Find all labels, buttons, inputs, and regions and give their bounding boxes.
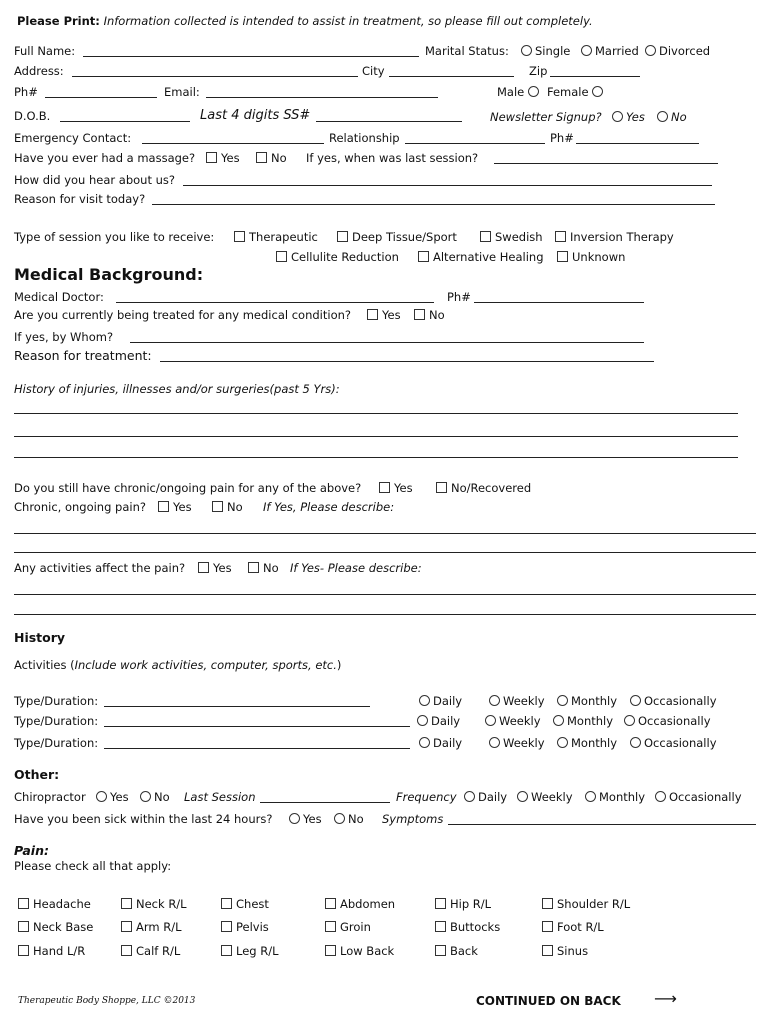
address-label: Address:	[14, 64, 64, 78]
checkbox-icon[interactable]	[18, 898, 29, 909]
radio-icon[interactable]	[657, 111, 668, 122]
history-injuries-label: History of injuries, illnesses and/or surgeries(past 5 Yrs):	[14, 382, 340, 396]
checkbox-icon[interactable]	[325, 945, 336, 956]
header-note: Information collected is intended to assist in treatment, so please fill out completely.	[103, 14, 593, 28]
medical-doctor-label: Medical Doctor:	[14, 290, 104, 304]
activities-describe-line-2[interactable]	[14, 614, 756, 615]
pain-low-back-option[interactable]: Low Back	[325, 944, 394, 958]
emergency-contact-field[interactable]	[142, 131, 324, 144]
radio-icon[interactable]	[557, 737, 568, 748]
chronic-yes-option[interactable]: Yes	[379, 481, 413, 495]
full-name-field[interactable]	[83, 44, 419, 57]
radio-icon[interactable]	[553, 715, 564, 726]
checkbox-icon[interactable]	[121, 921, 132, 932]
zip-field[interactable]	[550, 64, 640, 77]
activities-pain-question: Any activities affect the pain?	[14, 561, 186, 575]
radio-icon[interactable]	[334, 813, 345, 824]
massage-no-option[interactable]: No	[256, 151, 287, 165]
checkbox-icon[interactable]	[379, 482, 390, 493]
occasionally-option[interactable]: Occasionally	[624, 714, 711, 728]
emergency-phone-field[interactable]	[576, 131, 699, 144]
emergency-contact-label: Emergency Contact:	[14, 131, 132, 145]
monthly-option[interactable]: Monthly	[553, 714, 613, 728]
session-therapeutic-option[interactable]: Therapeutic	[234, 230, 318, 244]
city-field[interactable]	[389, 64, 514, 77]
male-option[interactable]: Male	[497, 85, 542, 99]
freq-monthly-option[interactable]: Monthly	[585, 790, 645, 804]
treated-no-option[interactable]: No	[414, 308, 445, 322]
email-label: Email:	[164, 85, 200, 99]
sick-yes-option[interactable]: Yes	[289, 812, 322, 826]
radio-icon[interactable]	[612, 111, 623, 122]
pain-chest-option[interactable]: Chest	[221, 897, 269, 911]
monthly-option[interactable]: Monthly	[557, 694, 617, 708]
freq-daily-option[interactable]: Daily	[464, 790, 507, 804]
ongoing-yes-option[interactable]: Yes	[158, 500, 192, 514]
radio-icon[interactable]	[140, 791, 151, 802]
radio-icon[interactable]	[464, 791, 475, 802]
checkbox-icon[interactable]	[212, 501, 223, 512]
chiro-no-option[interactable]: No	[140, 790, 170, 804]
pain-back-option[interactable]: Back	[435, 944, 478, 958]
footer-copyright: Therapeutic Body Shoppe, LLC ©2013	[18, 996, 196, 1006]
checkbox-icon[interactable]	[234, 231, 245, 242]
radio-icon[interactable]	[517, 791, 528, 802]
daily-option[interactable]: Daily	[419, 736, 462, 750]
type-duration-field[interactable]	[104, 694, 370, 707]
checkbox-icon[interactable]	[325, 898, 336, 909]
chronic-question: Do you still have chronic/ongoing pain for any of the above?	[14, 481, 362, 495]
radio-icon[interactable]	[592, 86, 603, 97]
medical-background-title: Medical Background:	[14, 265, 204, 284]
ongoing-no-option[interactable]: No	[212, 500, 243, 514]
newsletter-no-option[interactable]: No	[657, 110, 687, 124]
weekly-option[interactable]: Weekly	[489, 694, 545, 708]
marital-status-label: Marital Status:	[425, 44, 509, 58]
reason-treatment-field[interactable]	[160, 349, 654, 362]
type-duration-field[interactable]	[104, 714, 410, 727]
checkbox-icon[interactable]	[325, 921, 336, 932]
checkbox-icon[interactable]	[555, 231, 566, 242]
massage-question: Have you ever had a massage?	[14, 151, 196, 165]
history-line-1[interactable]	[14, 413, 738, 414]
frequency-label: Frequency	[396, 790, 457, 804]
activities-label: Activities (Include work activities, computer, sports, etc.)	[14, 658, 342, 672]
arrow-right-icon: ⟶	[654, 989, 677, 1008]
session-type-label: Type of session you like to receive:	[14, 230, 215, 244]
emergency-phone-label: Ph#	[550, 131, 574, 145]
sick-no-option[interactable]: No	[334, 812, 364, 826]
activities-yes-option[interactable]: Yes	[198, 561, 232, 575]
monthly-option[interactable]: Monthly	[557, 736, 617, 750]
checkbox-icon[interactable]	[414, 309, 425, 320]
chronic-describe-line-2[interactable]	[14, 552, 756, 553]
dob-field[interactable]	[60, 109, 190, 122]
checkbox-icon[interactable]	[221, 898, 232, 909]
marital-married-option[interactable]: Married	[581, 44, 639, 58]
continued-on-back: CONTINUED ON BACK	[476, 994, 621, 1008]
newsletter-yes-option[interactable]: Yes	[612, 110, 645, 124]
pain-arm-option[interactable]: Arm R/L	[121, 920, 182, 934]
symptoms-field[interactable]	[448, 812, 756, 825]
pain-pelvis-option[interactable]: Pelvis	[221, 920, 269, 934]
ssn-field[interactable]	[316, 109, 462, 122]
type-duration-label: Type/Duration:	[14, 714, 99, 728]
activities-describe-line-1[interactable]	[14, 594, 756, 595]
by-whom-label: If yes, by Whom?	[14, 330, 114, 344]
checkbox-icon[interactable]	[206, 152, 217, 163]
pain-headache-option[interactable]: Headache	[18, 897, 91, 911]
chiropractor-label: Chiropractor	[14, 790, 86, 804]
radio-icon[interactable]	[489, 737, 500, 748]
checkbox-icon[interactable]	[158, 501, 169, 512]
radio-icon[interactable]	[419, 695, 430, 706]
radio-icon[interactable]	[96, 791, 107, 802]
chronic-ongoing-question: Chronic, ongoing pain?	[14, 500, 146, 514]
checkbox-icon[interactable]	[418, 251, 429, 262]
chronic-describe-label: If Yes, Please describe:	[263, 500, 395, 514]
checkbox-icon[interactable]	[248, 562, 259, 573]
checkbox-icon[interactable]	[221, 945, 232, 956]
checkbox-icon[interactable]	[435, 898, 446, 909]
checkbox-icon[interactable]	[18, 921, 29, 932]
doctor-phone-field[interactable]	[474, 290, 644, 303]
radio-icon[interactable]	[645, 45, 656, 56]
checkbox-icon[interactable]	[276, 251, 287, 262]
form-header	[17, 14, 593, 28]
weekly-option[interactable]: Weekly	[489, 736, 545, 750]
history-line-2[interactable]	[14, 436, 738, 437]
checkbox-icon[interactable]	[542, 898, 553, 909]
marital-single-option[interactable]: Single	[521, 44, 570, 58]
city-label: City	[362, 64, 385, 78]
by-whom-field[interactable]	[130, 330, 644, 343]
radio-icon[interactable]	[630, 737, 641, 748]
checkbox-icon[interactable]	[18, 945, 29, 956]
sick-question: Have you been sick within the last 24 hours?	[14, 812, 273, 826]
type-duration-field[interactable]	[104, 736, 410, 749]
treated-question: Are you currently being treated for any medical condition?	[14, 308, 351, 322]
pain-neck-base-option[interactable]: Neck Base	[18, 920, 93, 934]
radio-icon[interactable]	[528, 86, 539, 97]
session-deep-tissue-option[interactable]: Deep Tissue/Sport	[337, 230, 457, 244]
medical-doctor-field[interactable]	[116, 290, 434, 303]
checkbox-icon[interactable]	[436, 482, 447, 493]
pain-leg-option[interactable]: Leg R/L	[221, 944, 279, 958]
checkbox-icon[interactable]	[221, 921, 232, 932]
session-swedish-option[interactable]: Swedish	[480, 230, 543, 244]
radio-icon[interactable]	[417, 715, 428, 726]
pain-groin-option[interactable]: Groin	[325, 920, 371, 934]
email-field[interactable]	[206, 85, 438, 98]
daily-option[interactable]: Daily	[419, 694, 462, 708]
checkbox-icon[interactable]	[198, 562, 209, 573]
pain-foot-option[interactable]: Foot R/L	[542, 920, 604, 934]
please-print-label: Please Print:	[17, 14, 100, 28]
zip-label: Zip	[529, 64, 548, 78]
chiro-yes-option[interactable]: Yes	[96, 790, 129, 804]
full-name-label: Full Name:	[14, 44, 76, 58]
pain-calf-option[interactable]: Calf R/L	[121, 944, 180, 958]
checkbox-icon[interactable]	[256, 152, 267, 163]
doctor-phone-label: Ph#	[447, 290, 471, 304]
radio-icon[interactable]	[585, 791, 596, 802]
pain-title: Pain:	[14, 843, 49, 858]
checkbox-icon[interactable]	[121, 945, 132, 956]
relationship-field[interactable]	[405, 131, 545, 144]
freq-weekly-option[interactable]: Weekly	[517, 790, 573, 804]
checkbox-icon[interactable]	[480, 231, 491, 242]
newsletter-label: Newsletter Signup?	[490, 110, 602, 124]
type-duration-label: Type/Duration:	[14, 736, 99, 750]
female-option[interactable]: Female	[547, 85, 606, 99]
history-title: History	[14, 630, 66, 645]
checkbox-icon[interactable]	[435, 945, 446, 956]
other-title: Other:	[14, 767, 60, 782]
chronic-recovered-option[interactable]: No/Recovered	[436, 481, 531, 495]
radio-icon[interactable]	[655, 791, 666, 802]
daily-option[interactable]: Daily	[417, 714, 460, 728]
occasionally-option[interactable]: Occasionally	[630, 736, 717, 750]
hear-about-question: How did you hear about us?	[14, 173, 175, 187]
activities-describe-label: If Yes- Please describe:	[290, 561, 422, 575]
checkbox-icon[interactable]	[542, 945, 553, 956]
checkbox-icon[interactable]	[121, 898, 132, 909]
radio-icon[interactable]	[489, 695, 500, 706]
ssn-label: Last 4 digits SS#	[200, 108, 311, 123]
type-duration-label: Type/Duration:	[14, 694, 99, 708]
checkbox-icon[interactable]	[542, 921, 553, 932]
session-alternative-option[interactable]: Alternative Healing	[418, 250, 544, 264]
hear-about-field[interactable]	[183, 173, 712, 186]
pain-buttocks-option[interactable]: Buttocks	[435, 920, 500, 934]
history-line-3[interactable]	[14, 457, 738, 458]
radio-icon[interactable]	[419, 737, 430, 748]
radio-icon[interactable]	[485, 715, 496, 726]
symptoms-label: Symptoms	[382, 812, 444, 826]
reason-visit-question: Reason for visit today?	[14, 192, 146, 206]
pain-hip-option[interactable]: Hip R/L	[435, 897, 491, 911]
reason-treatment-label: Reason for treatment:	[14, 348, 152, 363]
checkbox-icon[interactable]	[337, 231, 348, 242]
relationship-label: Relationship	[329, 131, 400, 145]
activities-no-option[interactable]: No	[248, 561, 279, 575]
chronic-describe-line-1[interactable]	[14, 533, 756, 534]
last-session-question: If yes, when was last session?	[306, 151, 479, 165]
phone-label: Ph#	[14, 85, 38, 99]
weekly-option[interactable]: Weekly	[485, 714, 541, 728]
session-cellulite-option[interactable]: Cellulite Reduction	[276, 250, 399, 264]
checkbox-icon[interactable]	[435, 921, 446, 932]
session-inversion-option[interactable]: Inversion Therapy	[555, 230, 674, 244]
radio-icon[interactable]	[521, 45, 532, 56]
treated-yes-option[interactable]: Yes	[367, 308, 401, 322]
massage-yes-option[interactable]: Yes	[206, 151, 240, 165]
pain-abdomen-option[interactable]: Abdomen	[325, 897, 395, 911]
pain-shoulder-option[interactable]: Shoulder R/L	[542, 897, 630, 911]
phone-field[interactable]	[45, 85, 157, 98]
radio-icon[interactable]	[557, 695, 568, 706]
pain-sinus-option[interactable]: Sinus	[542, 944, 588, 958]
last-session-field[interactable]	[260, 790, 390, 803]
pain-instruction: Please check all that apply:	[14, 859, 172, 873]
last-session-field[interactable]	[494, 151, 718, 164]
checkbox-icon[interactable]	[557, 251, 568, 262]
radio-icon[interactable]	[630, 695, 641, 706]
marital-divorced-option[interactable]: Divorced	[645, 44, 710, 58]
last-session-label: Last Session	[184, 790, 256, 804]
radio-icon[interactable]	[289, 813, 300, 824]
radio-icon[interactable]	[624, 715, 635, 726]
occasionally-option[interactable]: Occasionally	[630, 694, 717, 708]
session-unknown-option[interactable]: Unknown	[557, 250, 625, 264]
checkbox-icon[interactable]	[367, 309, 378, 320]
reason-visit-field[interactable]	[152, 192, 715, 205]
dob-label: D.O.B.	[14, 109, 51, 123]
pain-neck-option[interactable]: Neck R/L	[121, 897, 187, 911]
address-field[interactable]	[72, 64, 358, 77]
radio-icon[interactable]	[581, 45, 592, 56]
pain-hand-option[interactable]: Hand L/R	[18, 944, 85, 958]
freq-occasionally-option[interactable]: Occasionally	[655, 790, 742, 804]
